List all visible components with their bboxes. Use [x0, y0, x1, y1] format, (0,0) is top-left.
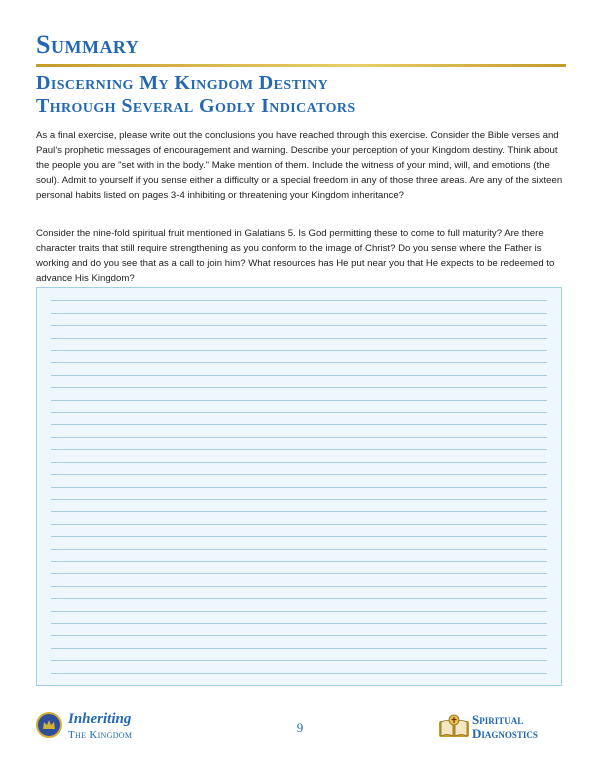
writing-line: [51, 424, 547, 425]
writing-line: [51, 412, 547, 413]
writing-line: [51, 623, 547, 624]
subtitle-line-1: Discerning My Kingdom Destiny: [36, 72, 329, 94]
footer-brand-inheriting-the-kingdom: [36, 712, 186, 746]
writing-line: [51, 387, 547, 388]
writing-line: [51, 325, 547, 326]
writing-line: [51, 536, 547, 537]
writing-line: [51, 648, 547, 649]
writing-line: [51, 524, 547, 525]
writing-line: [51, 474, 547, 475]
page-title: Summary: [36, 30, 140, 59]
crown-icon: [42, 718, 56, 732]
writing-line: [51, 375, 547, 376]
writing-line: [51, 449, 547, 450]
kingdom-seal-icon: [36, 712, 62, 738]
brand-name-bottom: Diagnostics: [472, 726, 538, 741]
writing-line: [51, 362, 547, 363]
writing-line: [51, 462, 547, 463]
writing-line: [51, 487, 547, 488]
footer-brand-spiritual-diagnostics: [438, 711, 568, 745]
instructions-paragraph-1: As a final exercise, please write out the conclusions you have reached through this exercise. Consider the Bible verses and Paul’s prophetic messages of encouragement and warning. Describe your perception of your Kingdom destiny. Think about the people you are "set with in the body." Make mention of them. Include the witness of your mind, will, and emotions (the soul). Admit to yourself if you sense either a difficulty or a special freedom in any of those three areas. Are any of the sixteen personal habits listed on pages 3-4 inhibiting or threatening your Kingdom inheritance?: [36, 130, 563, 201]
writing-line: [51, 549, 547, 550]
section-subtitle: [36, 72, 356, 118]
writing-line: [51, 400, 547, 401]
writing-line: [51, 350, 547, 351]
writing-line: [51, 660, 547, 661]
writing-line: [51, 437, 547, 438]
page-number: 9: [296, 720, 304, 735]
writing-line: [51, 598, 547, 599]
writing-line: [51, 635, 547, 636]
brand-name-bottom: The Kingdom: [68, 729, 133, 741]
writing-line: [51, 561, 547, 562]
writing-line: [51, 300, 547, 301]
brand-name-top: Spiritual: [472, 712, 524, 727]
writing-line: [51, 499, 547, 500]
writing-line: [51, 586, 547, 587]
instructions-paragraph-2: Consider the nine-fold spiritual fruit mentioned in Galatians 5. Is God permitting these to come to full maturity? Are there character traits that still require strengthening as you conform to the image of Christ? Do you sense where the Father is working and do you see that as a call to join him? What resources has He put near you that He expects to be redeemed to advance His Kingdom?: [36, 228, 555, 284]
writing-line: [51, 338, 547, 339]
writing-line: [51, 573, 547, 574]
writing-line: [51, 673, 547, 674]
brand-name-top: Inheriting: [68, 711, 132, 727]
writing-area[interactable]: [36, 287, 562, 686]
writing-line: [51, 313, 547, 314]
writing-line: [51, 611, 547, 612]
title-divider: [36, 64, 566, 67]
subtitle-line-2: Through Several Godly Indicators: [36, 95, 356, 117]
writing-line: [51, 511, 547, 512]
open-book-icon: [438, 713, 470, 741]
